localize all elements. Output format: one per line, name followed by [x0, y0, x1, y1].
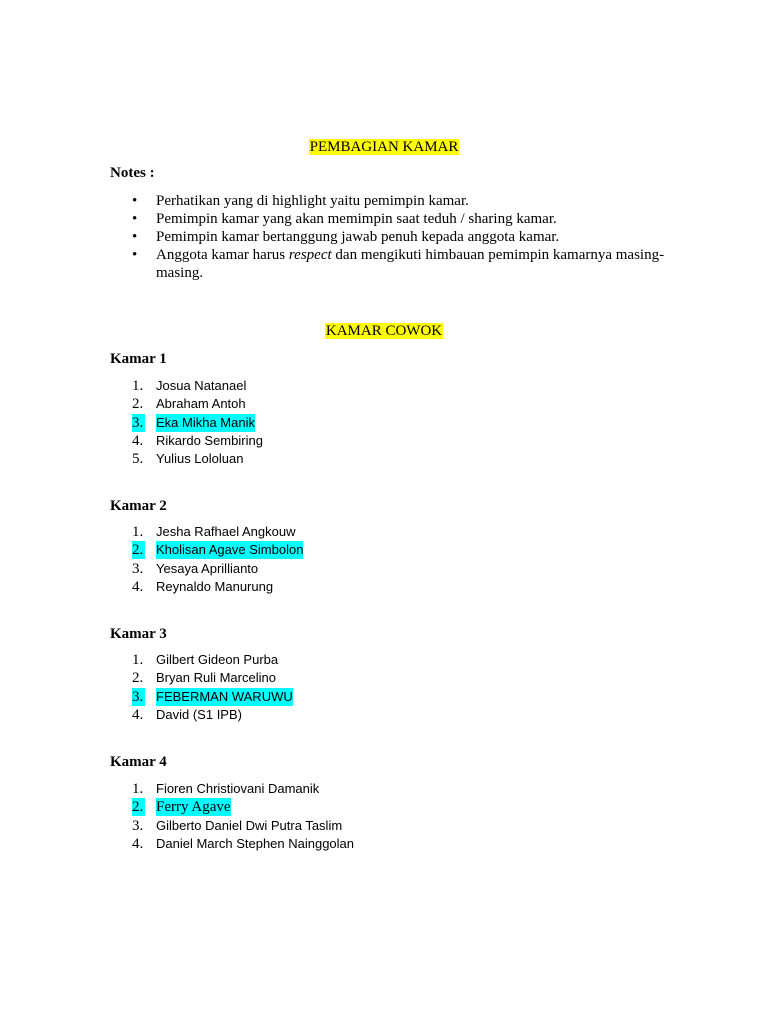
- note-text: dan mengikuti himbauan pemimpin kamarnya masing-masing.: [156, 247, 665, 281]
- note-emphasis: respect: [288, 247, 332, 263]
- notes-list: [110, 192, 670, 282]
- member-name: Eka Mikha Manik: [156, 414, 255, 430]
- member-number: 3.: [132, 414, 144, 431]
- note-item: [110, 246, 670, 282]
- member-number: 5.: [132, 451, 144, 468]
- member-number: 4.: [132, 706, 144, 723]
- member-name: Yulius Lololuan: [156, 451, 244, 467]
- member-number: 2.: [132, 670, 144, 687]
- member-name: Fioren Christiovani Damanik: [156, 781, 320, 796]
- member-name: Reynaldo Manurung: [156, 578, 274, 594]
- bullet-icon: •: [132, 229, 138, 245]
- section-title: KAMAR COWOK: [325, 323, 443, 339]
- document-title-row: [0, 138, 768, 156]
- member-number: 2.: [132, 396, 144, 413]
- member-number: 1.: [132, 781, 144, 797]
- bullet-icon: •: [132, 211, 138, 227]
- note-text: Pemimpin kamar bertanggung jawab penuh kepada anggota kamar.: [156, 229, 560, 245]
- member-number: 1.: [132, 524, 144, 540]
- member-name: Gilbert Gideon Purba: [156, 652, 279, 667]
- room-heading: Kamar 1: [110, 351, 167, 367]
- member-number: 3.: [132, 688, 144, 705]
- note-item: [110, 210, 670, 228]
- member-name: Bryan Ruli Marcelino: [156, 670, 276, 686]
- note-text: Perhatikan yang di highlight yaitu pemimpin kamar.: [156, 193, 469, 209]
- member-name: Abraham Antoh: [156, 396, 246, 412]
- member-number: 1.: [132, 652, 144, 668]
- room-heading: Kamar 2: [110, 498, 167, 514]
- room-heading: Kamar 3: [110, 626, 167, 642]
- member-number: 2.: [132, 542, 144, 559]
- member-name: Ferry Agave: [156, 799, 231, 816]
- member-number: 1.: [132, 378, 144, 394]
- member-number: 2.: [132, 799, 144, 816]
- member-name: Kholisan Agave Simbolon: [156, 542, 304, 558]
- member-name: Rikardo Sembiring: [156, 432, 263, 448]
- bullet-icon: •: [132, 193, 138, 209]
- note-text: Pemimpin kamar yang akan memimpin saat teduh / sharing kamar.: [156, 211, 557, 227]
- note-item: [110, 192, 670, 210]
- member-number: 4.: [132, 578, 144, 595]
- section-title-row: [0, 322, 768, 340]
- member-name: Daniel March Stephen Nainggolan: [156, 835, 355, 851]
- member-number: 4.: [132, 432, 144, 449]
- member-number: 4.: [132, 835, 144, 852]
- member-name: FEBERMAN WARUWU: [156, 688, 293, 704]
- member-name: David (S1 IPB): [156, 706, 242, 722]
- room-heading: Kamar 4: [110, 754, 167, 770]
- member-name: Gilberto Daniel Dwi Putra Taslim: [156, 817, 343, 833]
- member-name: Yesaya Aprillianto: [156, 560, 259, 576]
- bullet-icon: •: [132, 247, 138, 263]
- member-number: 3.: [132, 560, 144, 577]
- note-text: Anggota kamar harus: [156, 247, 289, 263]
- member-name: Jesha Rafhael Angkouw: [156, 524, 296, 539]
- document-title: PEMBAGIAN KAMAR: [309, 139, 459, 155]
- note-item: [110, 228, 670, 246]
- notes-label: Notes :: [110, 165, 155, 181]
- member-number: 3.: [132, 817, 144, 834]
- member-name: Josua Natanael: [156, 378, 247, 393]
